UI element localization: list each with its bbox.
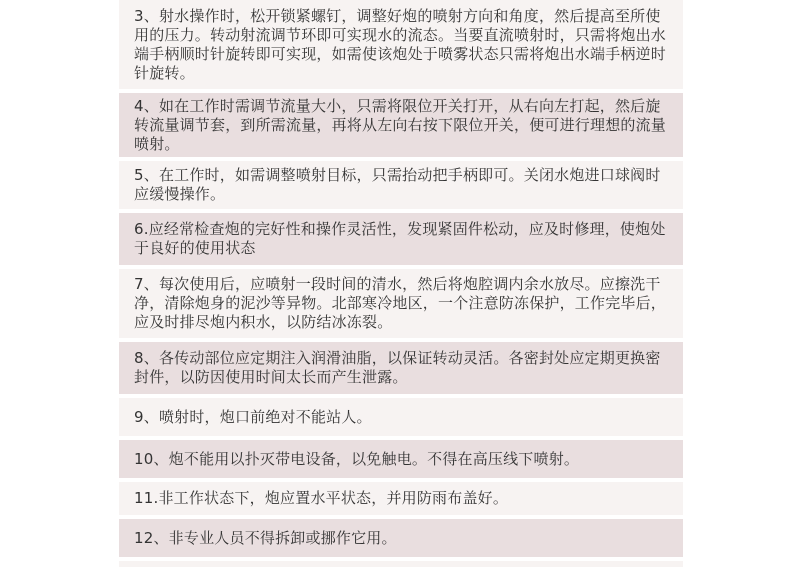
list-item-12 (119, 519, 683, 557)
list-item-text: 4、如在工作时需调节流量大小，只需将限位开关打开，从右向左打起，然后旋转流量调节套，到所需流量，再将从左向右按下限位开关，便可进行理想的流量喷射。 (134, 96, 667, 153)
list-item-9 (119, 398, 683, 436)
list-item-3 (119, 0, 683, 89)
list-item-7 (119, 269, 683, 338)
instruction-list (119, 0, 683, 567)
list-item-text: 7、每次使用后，应喷射一段时间的清水，然后将炮腔调内余水放尽。应擦洗干净，清除炮身的泥沙等异物。北部寒冷地区，一个注意防冻保护，工作完毕后，应及时排尽炮内积水，以防结冰冻裂。 (134, 275, 667, 331)
list-item-4 (119, 93, 683, 157)
list-item-text: 5、在工作时，如需调整喷射目标，只需抬动把手柄即可。关闭水炮进口球阀时应缓慢操作。 (134, 166, 661, 203)
list-item-text: 3、射水操作时，松开锁紧螺钉，调整好炮的喷射方向和角度，然后提高至所使用的压力。转动射流调节环即可实现水的流态。当要直流喷射时，只需将炮出水端手柄顺时针旋转即可实现，如需使该炮处于喷雾状态只需将炮出水端手柄逆时针旋转。 (134, 6, 667, 82)
list-item-11 (119, 482, 683, 515)
list-item-text: 6.应经常检查炮的完好性和操作灵活性，发现紧固件松动，应及时修理，使炮处于良好的使用状态 (134, 220, 666, 257)
list-item-text: 12、非专业人员不得拆卸或挪作它用。 (134, 528, 397, 547)
list-item-6 (119, 213, 683, 265)
list-item-text: 8、各传动部位应定期注入润滑油脂，以保证转动灵活。各密封处应定期更换密封件，以防因使用时间太长而产生泄露。 (134, 349, 661, 386)
list-item-text: 11.非工作状态下，炮应置水平状态，并用防雨布盖好。 (134, 489, 509, 507)
list-item-partial (119, 561, 683, 567)
list-item-10 (119, 440, 683, 478)
list-item-text: 10、炮不能用以扑灭带电设备，以免触电。不得在高压线下喷射。 (134, 449, 580, 468)
list-item-text: 9、喷射时，炮口前绝对不能站人。 (134, 407, 372, 426)
list-item-8 (119, 342, 683, 394)
list-item-5 (119, 161, 683, 209)
